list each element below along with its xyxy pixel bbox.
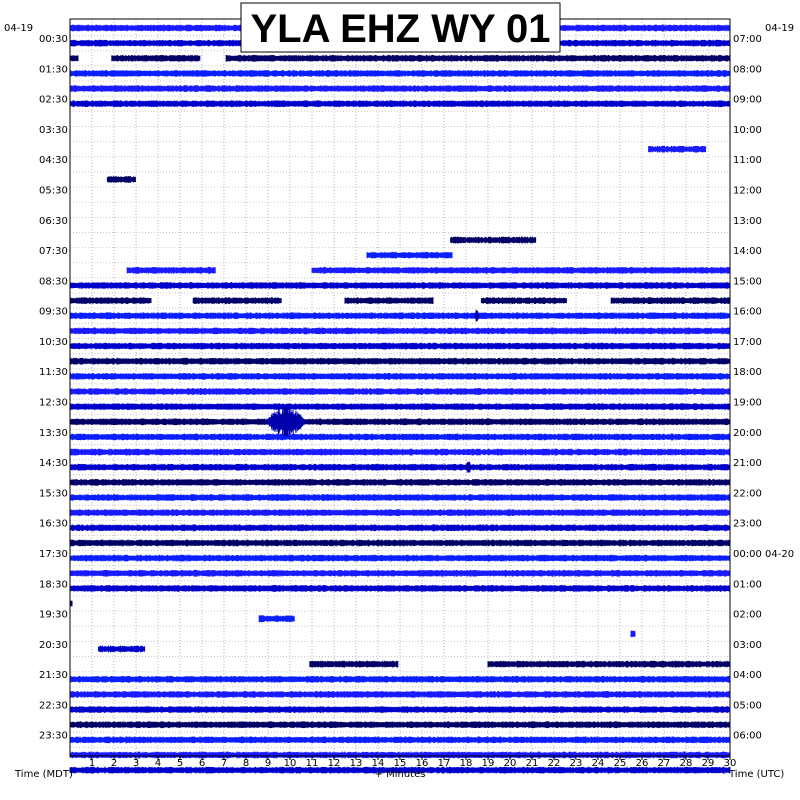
trace-row-segment xyxy=(70,100,730,107)
trace-row-segment xyxy=(631,631,635,638)
left-date-label: 04-19 xyxy=(4,23,34,34)
trace-row-segment xyxy=(259,615,294,622)
left-time-label: 04:30 xyxy=(39,155,68,167)
right-time-label: 11:00 xyxy=(733,155,762,167)
trace-row-segment xyxy=(70,706,730,713)
left-time-label: 16:30 xyxy=(39,518,68,530)
left-time-labels xyxy=(39,34,68,742)
left-time-label: 17:30 xyxy=(39,548,68,560)
right-time-label: 23:00 xyxy=(733,518,762,530)
right-time-label: 16:00 xyxy=(733,306,762,318)
left-time-label: 20:30 xyxy=(39,639,68,651)
x-tick-label: 10 xyxy=(283,758,297,769)
trace-row-segment xyxy=(70,570,730,577)
seismic-event-trace xyxy=(475,310,479,322)
right-axis-title: Time (UTC) xyxy=(729,769,785,780)
x-tick-label: 12 xyxy=(327,758,341,769)
trace-row-segment xyxy=(451,237,536,244)
trace-row-segment xyxy=(107,176,135,183)
chart-title: YLA EHZ WY 01 xyxy=(250,7,551,51)
x-tick-label: 21 xyxy=(525,758,539,769)
seismic-event-trace xyxy=(266,407,305,437)
x-tick-label: 15 xyxy=(393,758,407,769)
x-tick-label: 23 xyxy=(569,758,583,769)
x-tick-label: 17 xyxy=(437,758,451,769)
trace-row-segment xyxy=(70,524,730,531)
x-tick-label: 9 xyxy=(264,758,272,769)
left-time-label: 01:30 xyxy=(39,64,68,76)
left-time-label: 13:30 xyxy=(39,427,68,439)
x-tick-label: 24 xyxy=(591,758,605,769)
right-time-label: 22:00 xyxy=(733,488,762,500)
left-time-label: 12:30 xyxy=(39,397,68,409)
trace-row-segment xyxy=(70,70,730,77)
x-tick-label: 28 xyxy=(679,758,693,769)
trace-row-segment xyxy=(70,282,730,289)
x-tick-label: 6 xyxy=(198,758,206,769)
trace-row-segment xyxy=(70,418,730,425)
right-time-label: 06:00 xyxy=(733,730,762,742)
x-tick-label: 16 xyxy=(415,758,429,769)
left-time-label: 05:30 xyxy=(39,185,68,197)
left-time-label: 02:30 xyxy=(39,94,68,106)
trace-row-segment xyxy=(70,328,730,335)
trace-row-segment xyxy=(312,267,730,274)
right-time-label: 10:00 xyxy=(733,124,762,136)
x-tick-label: 25 xyxy=(613,758,627,769)
left-time-label: 00:30 xyxy=(39,34,68,45)
title-box xyxy=(241,3,560,52)
trace-row-segment xyxy=(112,55,200,62)
trace-row-segment xyxy=(345,297,433,304)
right-time-label: 04:00 xyxy=(733,670,762,682)
right-time-label: 18:00 xyxy=(733,367,762,379)
right-time-label: 07:00 xyxy=(733,34,762,45)
trace-row-segment xyxy=(70,388,730,395)
x-tick-label: 11 xyxy=(305,758,319,769)
left-time-label: 19:30 xyxy=(39,609,68,621)
trace-row-segment xyxy=(193,297,281,304)
x-tick-label: 2 xyxy=(110,758,118,769)
x-axis-title: + Minutes xyxy=(374,769,426,780)
trace-row-segment xyxy=(70,540,730,547)
trace-row-segment xyxy=(70,585,730,592)
trace-row-segment xyxy=(70,358,730,365)
trace-row-segment xyxy=(611,297,729,304)
right-date-label: 04-19 xyxy=(765,23,795,34)
trace-row-segment xyxy=(70,464,730,471)
right-time-label: 00:00 04-20 xyxy=(733,548,795,560)
right-time-label: 17:00 xyxy=(733,336,762,348)
right-time-label: 19:00 xyxy=(733,397,762,409)
trace-row-segment xyxy=(70,55,78,61)
trace-row-segment xyxy=(70,312,730,319)
right-time-label: 20:00 xyxy=(733,427,762,439)
left-time-label: 23:30 xyxy=(39,730,68,742)
left-time-label: 08:30 xyxy=(39,276,68,288)
right-time-labels xyxy=(733,34,794,742)
right-time-label: 21:00 xyxy=(733,458,762,470)
right-time-label: 08:00 xyxy=(733,64,762,76)
right-time-label: 03:00 xyxy=(733,639,762,651)
trace-row-segment xyxy=(649,146,706,153)
left-time-label: 09:30 xyxy=(39,306,68,318)
x-tick-label: 30 xyxy=(723,758,737,769)
x-tick-label: 7 xyxy=(220,758,228,769)
trace-row-segment xyxy=(70,691,730,698)
trace-row-segment xyxy=(70,509,730,516)
x-tick-label: 19 xyxy=(481,758,495,769)
right-time-label: 13:00 xyxy=(733,215,762,227)
trace-row-segment xyxy=(99,646,145,653)
trace-row-segment xyxy=(70,297,151,304)
x-tick-label: 26 xyxy=(635,758,649,769)
x-tick-label: 1 xyxy=(88,758,96,769)
trace-row-segment xyxy=(367,252,452,259)
trace-row-segment xyxy=(127,267,215,274)
left-time-label: 18:30 xyxy=(39,579,68,591)
left-time-label: 10:30 xyxy=(39,336,68,348)
right-time-label: 15:00 xyxy=(733,276,762,288)
x-tick-label: 5 xyxy=(176,758,184,769)
left-time-label: 22:30 xyxy=(39,700,68,712)
x-tick-label: 4 xyxy=(154,758,162,769)
left-time-label: 21:30 xyxy=(39,670,68,682)
trace-row-segment xyxy=(70,494,730,501)
trace-row-segment xyxy=(70,403,730,410)
x-tick-label: 22 xyxy=(547,758,561,769)
right-time-label: 02:00 xyxy=(733,609,762,621)
left-time-label: 03:30 xyxy=(39,124,68,136)
left-time-label: 15:30 xyxy=(39,488,68,500)
trace-row-segment xyxy=(226,55,729,62)
right-time-label: 05:00 xyxy=(733,700,762,712)
x-tick-label: 20 xyxy=(503,758,517,769)
left-time-label: 14:30 xyxy=(39,458,68,470)
x-tick-label: 13 xyxy=(349,758,363,769)
right-time-label: 01:00 xyxy=(733,579,762,591)
trace-row-segment xyxy=(310,661,398,668)
plot-frame xyxy=(70,19,730,756)
trace-row-segment xyxy=(488,661,730,668)
trace-row-segment xyxy=(70,373,730,380)
right-time-label: 14:00 xyxy=(733,246,762,258)
left-time-label: 07:30 xyxy=(39,246,68,258)
trace-row-segment xyxy=(70,721,730,728)
trace-row-segment xyxy=(70,85,730,92)
trace-row-segment xyxy=(70,555,730,562)
right-time-label: 09:00 xyxy=(733,94,762,106)
x-tick-label: 29 xyxy=(701,758,715,769)
trace-row-segment xyxy=(70,737,730,744)
x-tick-label: 8 xyxy=(242,758,250,769)
trace-row-segment xyxy=(70,434,730,441)
right-time-label: 12:00 xyxy=(733,185,762,197)
x-tick-label: 18 xyxy=(459,758,473,769)
left-time-label: 06:30 xyxy=(39,215,68,227)
left-axis-title: Time (MDT) xyxy=(15,769,73,780)
x-tick-label: 27 xyxy=(657,758,671,769)
x-tick-label: 3 xyxy=(132,758,140,769)
trace-row-segment xyxy=(70,479,730,486)
trace-row-segment xyxy=(481,297,566,304)
left-time-label: 11:30 xyxy=(39,367,68,379)
x-tick-label: 14 xyxy=(371,758,385,769)
trace-row-segment xyxy=(70,343,730,350)
grid-lines xyxy=(70,19,730,756)
trace-row-segment xyxy=(70,676,730,683)
